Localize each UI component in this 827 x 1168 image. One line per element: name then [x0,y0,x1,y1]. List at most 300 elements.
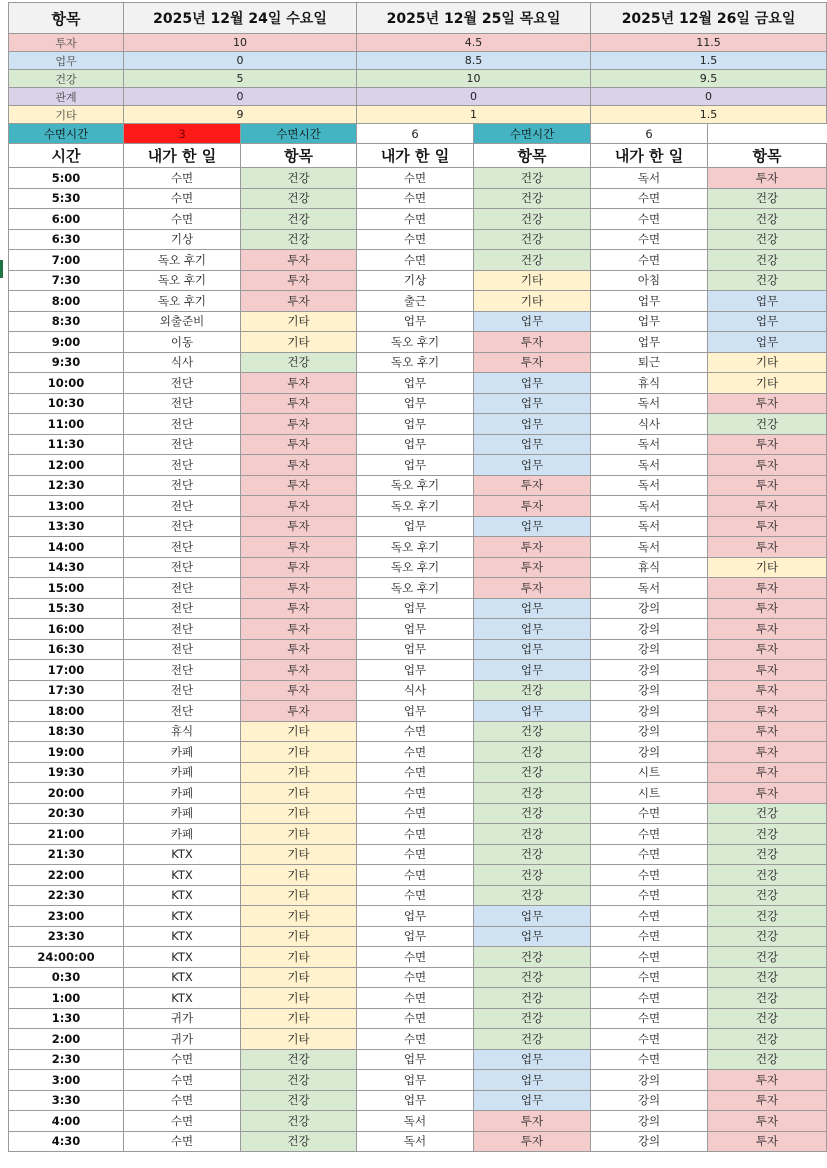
activity-cell[interactable]: KTX [124,885,241,906]
category-cell[interactable]: 투자 [241,639,357,660]
category-cell[interactable]: 업무 [474,598,591,619]
category-cell[interactable]: 건강 [474,803,591,824]
category-cell[interactable]: 건강 [241,229,357,250]
activity-cell[interactable]: 수면 [357,742,474,763]
activity-cell[interactable]: 외출준비 [124,311,241,332]
activity-cell[interactable]: 기상 [124,229,241,250]
category-cell[interactable]: 투자 [241,250,357,271]
category-cell[interactable]: 투자 [241,393,357,414]
category-cell[interactable]: 투자 [241,619,357,640]
time-cell[interactable]: 14:30 [9,557,124,578]
time-cell[interactable]: 20:30 [9,803,124,824]
summary-value-cell[interactable]: 1.5 [591,52,827,70]
time-cell[interactable]: 9:30 [9,352,124,373]
time-cell[interactable]: 3:00 [9,1070,124,1091]
summary-label-cell[interactable]: 관계 [9,88,124,106]
time-cell[interactable]: 4:30 [9,1131,124,1152]
activity-cell[interactable]: 시트 [591,783,708,804]
category-cell[interactable]: 투자 [708,598,827,619]
time-cell[interactable]: 10:30 [9,393,124,414]
activity-cell[interactable]: 수면 [591,844,708,865]
category-cell[interactable]: 업무 [474,660,591,681]
category-cell[interactable]: 투자 [474,496,591,517]
category-cell[interactable]: 건강 [708,229,827,250]
category-cell[interactable]: 투자 [241,557,357,578]
category-cell[interactable]: 기타 [241,1008,357,1029]
summary-value-cell[interactable]: 10 [357,70,591,88]
time-cell[interactable]: 24:00:00 [9,947,124,968]
category-cell[interactable]: 투자 [708,619,827,640]
activity-cell[interactable]: 수면 [124,1070,241,1091]
category-cell[interactable]: 건강 [474,947,591,968]
activity-cell[interactable]: 아침 [591,270,708,291]
activity-cell[interactable]: 수면 [591,926,708,947]
activity-cell[interactable]: 업무 [357,434,474,455]
activity-cell[interactable]: 업무 [357,455,474,476]
category-cell[interactable]: 기타 [241,311,357,332]
category-cell[interactable]: 기타 [241,947,357,968]
time-cell[interactable]: 4:00 [9,1111,124,1132]
summary-value-cell[interactable]: 0 [357,88,591,106]
category-cell[interactable]: 투자 [474,578,591,599]
activity-cell[interactable]: 업무 [357,516,474,537]
summary-value-cell[interactable]: 1 [357,106,591,124]
category-cell[interactable]: 투자 [708,578,827,599]
time-cell[interactable]: 5:00 [9,168,124,189]
category-cell[interactable]: 기타 [241,1029,357,1050]
category-cell[interactable]: 기타 [708,373,827,394]
category-cell[interactable]: 투자 [708,1070,827,1091]
category-cell[interactable]: 투자 [708,537,827,558]
activity-cell[interactable]: 독서 [591,168,708,189]
category-cell[interactable]: 업무 [474,639,591,660]
time-cell[interactable]: 10:00 [9,373,124,394]
category-cell[interactable]: 투자 [708,639,827,660]
category-cell[interactable]: 건강 [241,188,357,209]
activity-cell[interactable]: 수면 [357,803,474,824]
activity-cell[interactable]: 수면 [591,885,708,906]
summary-value-cell[interactable]: 10 [124,34,357,52]
category-cell[interactable]: 투자 [241,414,357,435]
activity-cell[interactable]: 강의 [591,1131,708,1152]
category-cell[interactable]: 건강 [474,1008,591,1029]
activity-cell[interactable]: KTX [124,947,241,968]
activity-cell[interactable]: KTX [124,906,241,927]
category-cell[interactable]: 기타 [241,762,357,783]
summary-value-cell[interactable]: 4.5 [357,34,591,52]
category-cell[interactable]: 기타 [708,557,827,578]
activity-cell[interactable]: KTX [124,865,241,886]
header-day-cell[interactable]: 2025년 12월 26일 금요일 [591,3,827,34]
subheader-did-cell[interactable]: 내가 한 일 [124,144,241,168]
activity-cell[interactable]: 업무 [357,373,474,394]
activity-cell[interactable]: 수면 [591,229,708,250]
activity-cell[interactable]: 식사 [124,352,241,373]
category-cell[interactable]: 투자 [708,496,827,517]
category-cell[interactable]: 건강 [474,885,591,906]
category-cell[interactable]: 기타 [474,291,591,312]
activity-cell[interactable]: 시트 [591,762,708,783]
category-cell[interactable]: 투자 [708,783,827,804]
category-cell[interactable]: 업무 [474,906,591,927]
activity-cell[interactable]: 강의 [591,721,708,742]
activity-cell[interactable]: 독오 후기 [357,352,474,373]
activity-cell[interactable]: 독오 후기 [357,496,474,517]
category-cell[interactable]: 업무 [708,291,827,312]
time-cell[interactable]: 8:30 [9,311,124,332]
activity-cell[interactable]: 전단 [124,537,241,558]
category-cell[interactable]: 건강 [708,803,827,824]
time-cell[interactable]: 13:00 [9,496,124,517]
activity-cell[interactable]: 식사 [357,680,474,701]
category-cell[interactable]: 투자 [708,434,827,455]
category-cell[interactable]: 건강 [708,1008,827,1029]
header-day-cell[interactable]: 2025년 12월 25일 목요일 [357,3,591,34]
activity-cell[interactable]: 수면 [591,1008,708,1029]
activity-cell[interactable]: 독서 [357,1111,474,1132]
category-cell[interactable]: 건강 [708,414,827,435]
category-cell[interactable]: 업무 [474,1090,591,1111]
time-cell[interactable]: 11:00 [9,414,124,435]
category-cell[interactable]: 건강 [474,865,591,886]
category-cell[interactable]: 투자 [708,393,827,414]
activity-cell[interactable]: 독오 후기 [357,332,474,353]
category-cell[interactable]: 건강 [241,1131,357,1152]
activity-cell[interactable]: 독오 후기 [357,578,474,599]
activity-cell[interactable]: 수면 [591,1049,708,1070]
category-cell[interactable]: 건강 [474,783,591,804]
category-cell[interactable]: 건강 [474,967,591,988]
summary-value-cell[interactable]: 9 [124,106,357,124]
activity-cell[interactable]: 수면 [357,229,474,250]
category-cell[interactable]: 투자 [708,1090,827,1111]
sleep-label-cell[interactable]: 수면시간 [474,124,591,144]
activity-cell[interactable]: 수면 [357,865,474,886]
category-cell[interactable]: 기타 [241,783,357,804]
time-cell[interactable]: 6:30 [9,229,124,250]
category-cell[interactable]: 건강 [708,1049,827,1070]
category-cell[interactable]: 건강 [708,188,827,209]
category-cell[interactable]: 업무 [474,414,591,435]
sleep-value-cell[interactable]: 6 [591,124,708,144]
activity-cell[interactable]: 카페 [124,783,241,804]
category-cell[interactable]: 건강 [241,168,357,189]
activity-cell[interactable]: 수면 [357,250,474,271]
category-cell[interactable]: 기타 [241,865,357,886]
category-cell[interactable]: 투자 [241,434,357,455]
category-cell[interactable]: 투자 [241,660,357,681]
time-cell[interactable]: 19:00 [9,742,124,763]
activity-cell[interactable]: 수면 [357,762,474,783]
category-cell[interactable]: 건강 [708,1029,827,1050]
category-cell[interactable]: 업무 [474,434,591,455]
time-cell[interactable]: 2:30 [9,1049,124,1070]
category-cell[interactable]: 건강 [474,844,591,865]
activity-cell[interactable]: 전단 [124,578,241,599]
activity-cell[interactable]: 강의 [591,701,708,722]
time-cell[interactable]: 8:00 [9,291,124,312]
activity-cell[interactable]: 출근 [357,291,474,312]
activity-cell[interactable]: 업무 [357,1070,474,1091]
category-cell[interactable]: 기타 [241,332,357,353]
category-cell[interactable]: 건강 [474,762,591,783]
activity-cell[interactable]: 전단 [124,434,241,455]
category-cell[interactable]: 기타 [241,844,357,865]
activity-cell[interactable]: 독서 [591,516,708,537]
activity-cell[interactable]: KTX [124,988,241,1009]
activity-cell[interactable]: 전단 [124,414,241,435]
activity-cell[interactable]: 수면 [591,188,708,209]
activity-cell[interactable]: 업무 [357,906,474,927]
activity-cell[interactable]: 독서 [591,434,708,455]
activity-cell[interactable]: KTX [124,844,241,865]
activity-cell[interactable]: 수면 [591,967,708,988]
category-cell[interactable]: 업무 [708,311,827,332]
activity-cell[interactable]: 전단 [124,496,241,517]
summary-value-cell[interactable]: 5 [124,70,357,88]
header-day-cell[interactable]: 2025년 12월 24일 수요일 [124,3,357,34]
category-cell[interactable]: 업무 [474,1070,591,1091]
activity-cell[interactable]: 수면 [357,209,474,230]
activity-cell[interactable]: 전단 [124,680,241,701]
category-cell[interactable]: 건강 [708,988,827,1009]
time-cell[interactable]: 22:00 [9,865,124,886]
time-cell[interactable]: 13:30 [9,516,124,537]
activity-cell[interactable]: 강의 [591,1070,708,1091]
category-cell[interactable]: 투자 [708,168,827,189]
activity-cell[interactable]: 수면 [357,1029,474,1050]
category-cell[interactable]: 건강 [474,988,591,1009]
summary-label-cell[interactable]: 건강 [9,70,124,88]
activity-cell[interactable]: 강의 [591,1111,708,1132]
activity-cell[interactable]: 업무 [357,701,474,722]
summary-value-cell[interactable]: 0 [591,88,827,106]
activity-cell[interactable]: 휴식 [591,557,708,578]
activity-cell[interactable]: 수면 [591,803,708,824]
summary-label-cell[interactable]: 업무 [9,52,124,70]
time-cell[interactable]: 22:30 [9,885,124,906]
activity-cell[interactable]: 전단 [124,455,241,476]
activity-cell[interactable]: 업무 [591,311,708,332]
activity-cell[interactable]: 업무 [591,291,708,312]
activity-cell[interactable]: 수면 [357,947,474,968]
sleep-label-cell[interactable]: 수면시간 [9,124,124,144]
activity-cell[interactable]: 업무 [357,393,474,414]
activity-cell[interactable]: 수면 [591,824,708,845]
activity-cell[interactable]: 수면 [591,250,708,271]
category-cell[interactable]: 건강 [241,1111,357,1132]
activity-cell[interactable]: 수면 [357,885,474,906]
activity-cell[interactable]: 독서 [591,578,708,599]
category-cell[interactable]: 건강 [474,229,591,250]
activity-cell[interactable]: 카페 [124,762,241,783]
time-cell[interactable]: 7:30 [9,270,124,291]
category-cell[interactable]: 투자 [241,516,357,537]
category-cell[interactable]: 투자 [708,455,827,476]
summary-value-cell[interactable]: 8.5 [357,52,591,70]
category-cell[interactable]: 투자 [708,475,827,496]
activity-cell[interactable]: 카페 [124,742,241,763]
summary-value-cell[interactable]: 1.5 [591,106,827,124]
time-cell[interactable]: 21:30 [9,844,124,865]
activity-cell[interactable]: 독서 [591,537,708,558]
time-cell[interactable]: 11:30 [9,434,124,455]
time-cell[interactable]: 14:00 [9,537,124,558]
activity-cell[interactable]: 수면 [591,1029,708,1050]
time-cell[interactable]: 21:00 [9,824,124,845]
time-cell[interactable]: 17:30 [9,680,124,701]
category-cell[interactable]: 투자 [474,1131,591,1152]
activity-cell[interactable]: 강의 [591,680,708,701]
activity-cell[interactable]: 독서 [591,393,708,414]
category-cell[interactable]: 기타 [241,885,357,906]
category-cell[interactable]: 투자 [474,537,591,558]
activity-cell[interactable]: 귀가 [124,1029,241,1050]
activity-cell[interactable]: 수면 [124,1111,241,1132]
summary-label-cell[interactable]: 투자 [9,34,124,52]
category-cell[interactable]: 기타 [241,988,357,1009]
category-cell[interactable]: 투자 [708,1111,827,1132]
activity-cell[interactable]: 전단 [124,373,241,394]
category-cell[interactable]: 기타 [241,967,357,988]
category-cell[interactable]: 건강 [708,824,827,845]
category-cell[interactable]: 건강 [241,209,357,230]
activity-cell[interactable]: 수면 [124,188,241,209]
activity-cell[interactable]: 업무 [357,1049,474,1070]
time-cell[interactable]: 15:30 [9,598,124,619]
category-cell[interactable]: 투자 [241,291,357,312]
category-cell[interactable]: 기타 [708,352,827,373]
activity-cell[interactable]: 독서 [591,475,708,496]
sleep-label-cell[interactable]: 수면시간 [241,124,357,144]
category-cell[interactable]: 투자 [708,1131,827,1152]
time-cell[interactable]: 23:00 [9,906,124,927]
activity-cell[interactable]: 수면 [591,865,708,886]
time-cell[interactable]: 7:00 [9,250,124,271]
activity-cell[interactable]: 독오 후기 [124,270,241,291]
category-cell[interactable]: 기타 [241,803,357,824]
category-cell[interactable]: 투자 [241,270,357,291]
category-cell[interactable]: 업무 [474,701,591,722]
activity-cell[interactable]: 전단 [124,598,241,619]
activity-cell[interactable]: 휴식 [124,721,241,742]
activity-cell[interactable]: 수면 [357,844,474,865]
time-cell[interactable]: 17:00 [9,660,124,681]
time-cell[interactable]: 18:00 [9,701,124,722]
category-cell[interactable]: 업무 [474,311,591,332]
subheader-item-cell[interactable]: 항목 [241,144,357,168]
time-cell[interactable]: 12:00 [9,455,124,476]
activity-cell[interactable]: 퇴근 [591,352,708,373]
category-cell[interactable]: 투자 [241,537,357,558]
category-cell[interactable]: 건강 [241,1090,357,1111]
activity-cell[interactable]: 카페 [124,824,241,845]
category-cell[interactable]: 건강 [474,1029,591,1050]
category-cell[interactable]: 건강 [708,947,827,968]
activity-cell[interactable]: 업무 [357,639,474,660]
category-cell[interactable]: 건강 [474,680,591,701]
summary-value-cell[interactable]: 9.5 [591,70,827,88]
activity-cell[interactable]: 업무 [357,414,474,435]
category-cell[interactable]: 건강 [241,1070,357,1091]
time-cell[interactable]: 18:30 [9,721,124,742]
activity-cell[interactable]: 전단 [124,557,241,578]
category-cell[interactable]: 건강 [474,188,591,209]
activity-cell[interactable]: 휴식 [591,373,708,394]
category-cell[interactable]: 업무 [474,373,591,394]
activity-cell[interactable]: 독오 후기 [357,557,474,578]
category-cell[interactable]: 투자 [708,742,827,763]
time-cell[interactable]: 16:30 [9,639,124,660]
category-cell[interactable]: 투자 [241,496,357,517]
header-item-cell[interactable]: 항목 [9,3,124,34]
category-cell[interactable]: 건강 [241,1049,357,1070]
activity-cell[interactable]: 수면 [357,721,474,742]
activity-cell[interactable]: 업무 [357,619,474,640]
activity-cell[interactable]: 수면 [124,1049,241,1070]
activity-cell[interactable]: 독오 후기 [124,291,241,312]
activity-cell[interactable]: 귀가 [124,1008,241,1029]
activity-cell[interactable]: 수면 [357,1008,474,1029]
sleep-value-cell[interactable]: 6 [357,124,474,144]
activity-cell[interactable]: 강의 [591,1090,708,1111]
time-cell[interactable]: 20:00 [9,783,124,804]
category-cell[interactable]: 업무 [474,455,591,476]
activity-cell[interactable]: 수면 [591,947,708,968]
category-cell[interactable]: 투자 [708,680,827,701]
category-cell[interactable]: 투자 [241,701,357,722]
category-cell[interactable]: 투자 [474,557,591,578]
category-cell[interactable]: 투자 [241,455,357,476]
category-cell[interactable]: 투자 [708,516,827,537]
activity-cell[interactable]: 전단 [124,619,241,640]
activity-cell[interactable]: 식사 [591,414,708,435]
category-cell[interactable]: 투자 [474,1111,591,1132]
activity-cell[interactable]: 수면 [124,168,241,189]
time-cell[interactable]: 6:00 [9,209,124,230]
activity-cell[interactable]: 독오 후기 [124,250,241,271]
category-cell[interactable]: 업무 [474,393,591,414]
category-cell[interactable]: 건강 [708,209,827,230]
activity-cell[interactable]: 수면 [357,188,474,209]
activity-cell[interactable]: 전단 [124,639,241,660]
category-cell[interactable]: 건강 [708,250,827,271]
time-cell[interactable]: 19:30 [9,762,124,783]
activity-cell[interactable]: 강의 [591,639,708,660]
category-cell[interactable]: 건강 [474,824,591,845]
subheader-item-cell[interactable]: 항목 [474,144,591,168]
category-cell[interactable]: 건강 [474,721,591,742]
category-cell[interactable]: 건강 [708,865,827,886]
category-cell[interactable]: 기타 [241,906,357,927]
category-cell[interactable]: 투자 [708,701,827,722]
activity-cell[interactable]: 수면 [357,988,474,1009]
summary-value-cell[interactable]: 0 [124,52,357,70]
category-cell[interactable]: 건강 [708,906,827,927]
activity-cell[interactable]: 수면 [357,783,474,804]
activity-cell[interactable]: 전단 [124,516,241,537]
category-cell[interactable]: 투자 [708,721,827,742]
category-cell[interactable]: 기타 [241,926,357,947]
category-cell[interactable]: 건강 [708,885,827,906]
category-cell[interactable]: 건강 [474,168,591,189]
activity-cell[interactable]: 독서 [591,496,708,517]
time-cell[interactable]: 9:00 [9,332,124,353]
activity-cell[interactable]: 전단 [124,701,241,722]
activity-cell[interactable]: 독서 [357,1131,474,1152]
category-cell[interactable]: 건강 [708,967,827,988]
category-cell[interactable]: 기타 [241,824,357,845]
